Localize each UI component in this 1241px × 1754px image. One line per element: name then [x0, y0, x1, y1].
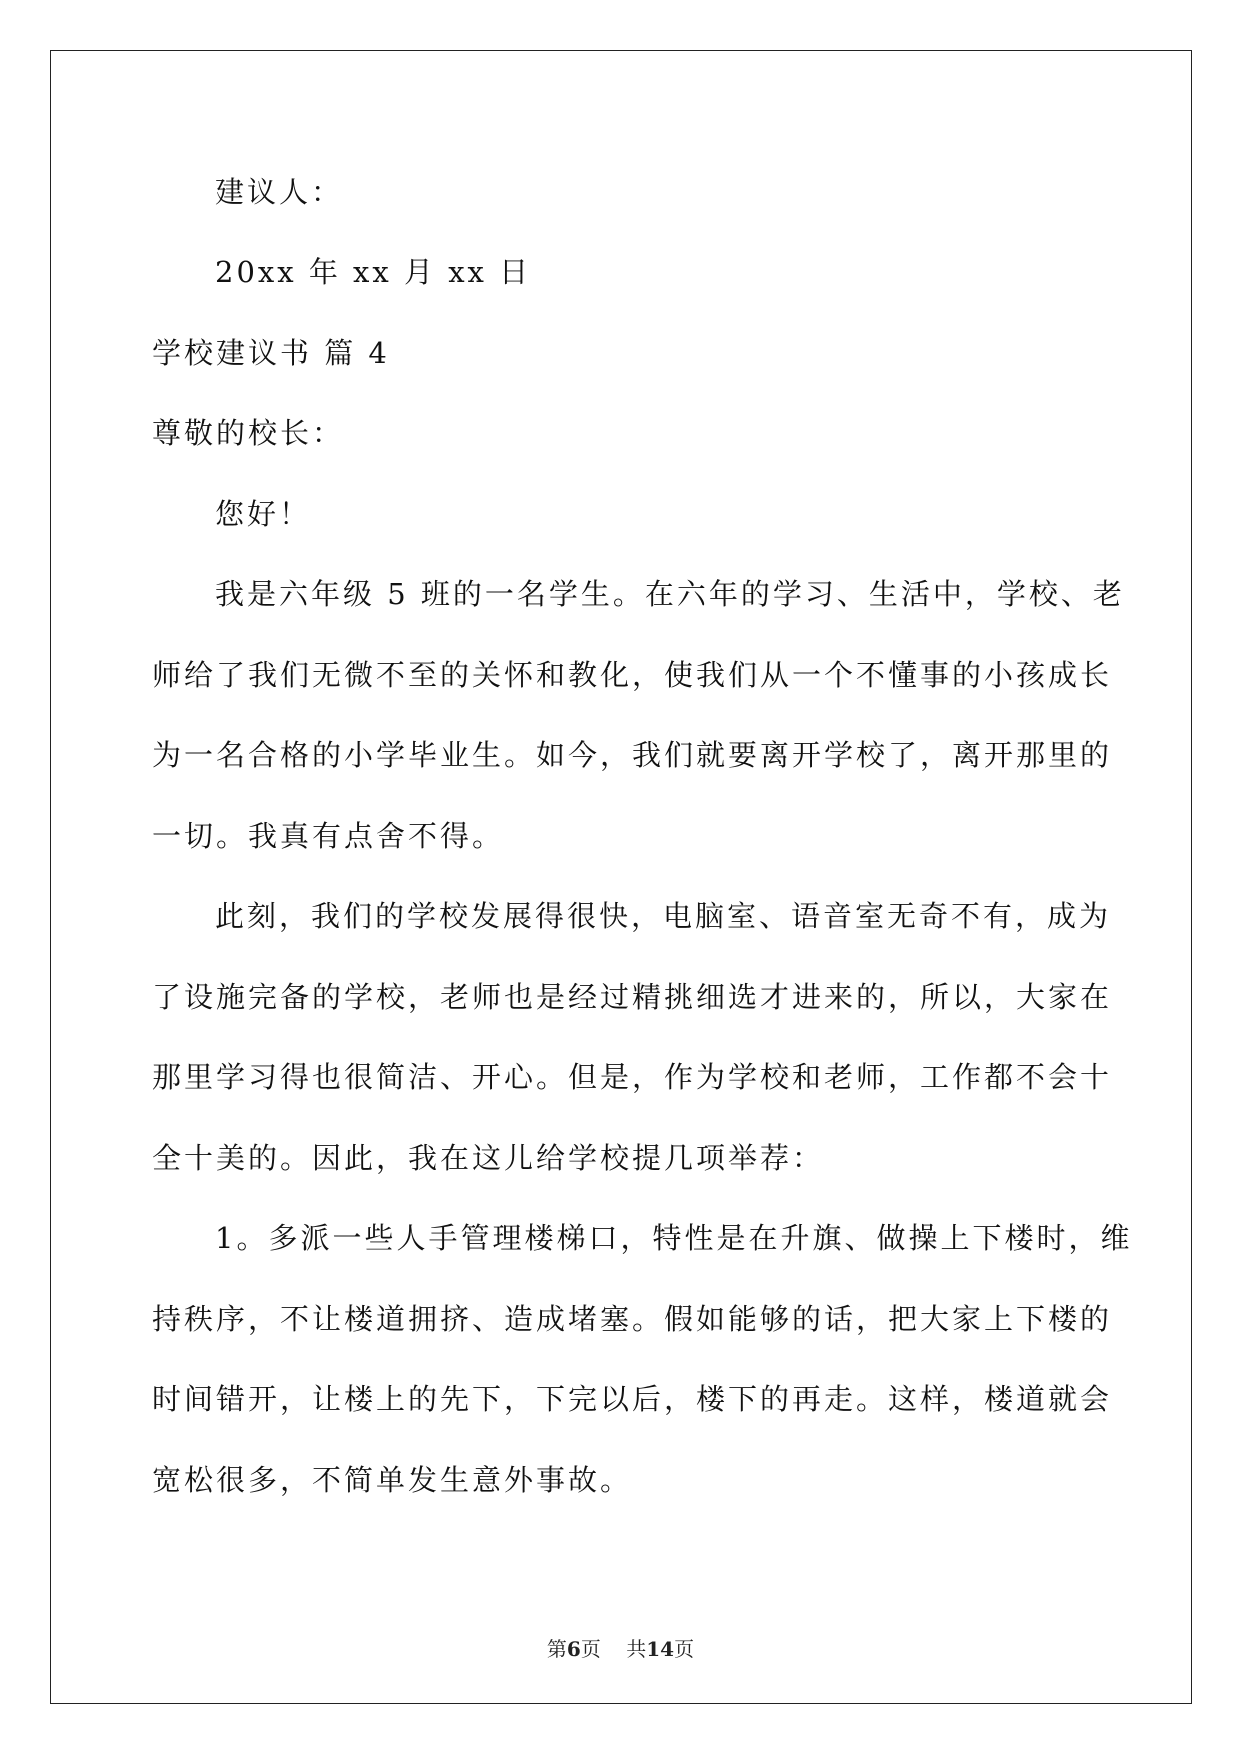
paragraph-line: 了设施完备的学校，老师也是经过精挑细选才进来的，所以，大家在 — [152, 980, 1113, 1014]
paragraph-line: 持秩序，不让楼道拥挤、造成堵塞。假如能够的话，把大家上下楼的 — [152, 1302, 1113, 1336]
page-footer — [0, 1634, 1241, 1664]
paragraph-line: 此刻，我们的学校发展得很快，电脑室、语音室无奇不有，成为 — [215, 899, 1112, 933]
total-unit: 页 — [674, 1637, 695, 1661]
paragraph-line: 1。多派一些人手管理楼梯口，特性是在升旗、做操上下楼时，维 — [215, 1221, 1133, 1255]
date-line: 20xx 年 xx 月 xx 日 — [215, 255, 532, 289]
greeting: 您好！ — [215, 497, 312, 531]
paragraph-line: 全十美的。因此，我在这儿给学校提几项举荐： — [152, 1141, 825, 1175]
paragraph-line: 宽松很多，不简单发生意外事故。 — [152, 1463, 633, 1497]
page-border — [50, 50, 1192, 1704]
salutation: 尊敬的校长： — [152, 416, 345, 450]
current-page-number: 6 — [566, 1637, 581, 1661]
paragraph-line: 为一名合格的小学毕业生。如今，我们就要离开学校了，离开那里的 — [152, 738, 1113, 772]
total-page-number: 14 — [646, 1637, 675, 1661]
paragraph-line: 那里学习得也很简洁、开心。但是，作为学校和老师，工作都不会十 — [152, 1060, 1113, 1094]
page-prefix: 第 — [546, 1637, 567, 1661]
paragraph-line: 师给了我们无微不至的关怀和教化，使我们从一个不懂事的小孩成长 — [152, 658, 1113, 692]
total-prefix: 共 — [626, 1637, 647, 1661]
paragraph-line: 时间错开，让楼上的先下，下完以后，楼下的再走。这样，楼道就会 — [152, 1382, 1113, 1416]
signer-line: 建议人： — [215, 175, 344, 209]
paragraph-line: 一切。我真有点舍不得。 — [152, 819, 505, 853]
page-unit: 页 — [580, 1637, 601, 1661]
paragraph-line: 我是六年级 5 班的一名学生。在六年的学习、生活中，学校、老 — [215, 577, 1125, 611]
section-title: 学校建议书 篇 4 — [152, 336, 390, 370]
